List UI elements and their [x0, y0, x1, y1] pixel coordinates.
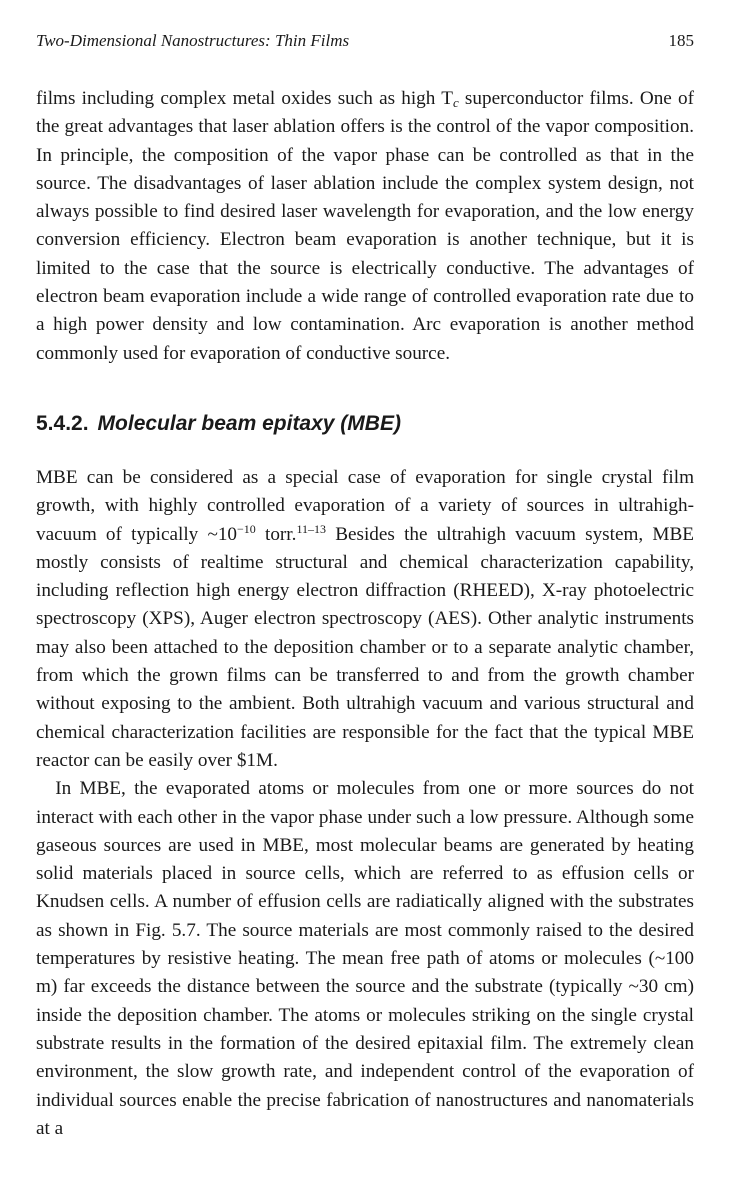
critical-temperature-symbol	[441, 88, 459, 109]
paragraph-1-text-end: superconductor films. One of the great advantages that laser ablation offers is the control of the vapor composition. In principle, the composition of the vapor phase can be controlled as that in the source. The disadvantages of laser ablation include the complex system design, not always possible to find desired laser wavelength for evaporation, and the low energy conversion efficiency. Electron beam evaporation is another technique, but it is limited to the case that the source is electrically conductive. The advantages of electron beam evaporation include a wide range of controlled evaporation rate due to a high power density and low contamination. Arc evaporation is another method commonly used for evaporation of conductive source.	[36, 88, 694, 364]
pressure-exponent: −10	[237, 521, 256, 536]
running-title: Two-Dimensional Nanostructures: Thin Films	[36, 31, 350, 50]
tc-letter: T	[441, 88, 453, 109]
body-paragraph-3: In MBE, the evaporated atoms or molecules from one or more sources do not interact with each other in the vapor phase under such a low pressure. Although some gaseous sources are used in MBE, most molecular beams are generated by heating solid materials placed in source cells, which are referred to as effusion cells or Knudsen cells. A number of effusion cells are radiatically aligned with the substrates as shown in Fig. 5.7. The source materials are most commonly raised to the desired temperatures by resistive heating. The mean free path of atoms or molecules (~100 m) far exceeds the distance between the source and the substrate (typically ~30 cm) inside the deposition chamber. The atoms or molecules striking on the single crystal substrate results in the formation of the desired epitaxial film. The extremely clean environment, the slow growth rate, and independent control of the evaporation of individual sources enable the precise fabrication of nanostructures and nanomaterials at a	[36, 778, 694, 1139]
body-paragraph-1	[36, 85, 694, 368]
paragraph-2-text-end: Besides the ultrahigh vacuum system, MBE mostly consists of realtime structural and chemical characterization capability, including reflection high energy electron diffraction (RHEED), X-ray photoelectric spectroscopy (XPS), Auger electron spectroscopy (AES). Other analytic instruments may also been attached to the deposition chamber or to a separate analytic chamber, from which the grown films can be transferred to and from the growth chamber without exposing to the ambient. Both ultrahigh vacuum and various structural and chemical characterization facilities are responsible for the fact that the typical MBE reactor can be easily over $1M.	[36, 523, 694, 771]
pressure-unit: torr.	[255, 523, 297, 545]
paragraph-1-text-start: films including complex metal oxides such as high	[36, 88, 442, 109]
section-number: 5.4.2.	[36, 411, 89, 435]
citation-reference: 11–13	[296, 521, 326, 536]
page-number: 185	[668, 31, 694, 50]
running-header	[36, 30, 694, 52]
book-page	[36, 30, 694, 1143]
body-paragraph-2	[36, 464, 694, 775]
paragraph-2-text-start: MBE can be considered as a special case of evaporation for single crystal film growth, with highly controlled evaporation of a variety of sources in ultrahigh-vacuum of typically ~10	[36, 466, 694, 545]
section-title: Molecular beam epitaxy (MBE)	[97, 411, 401, 435]
tc-subscript: c	[452, 95, 459, 110]
section-heading	[36, 410, 694, 438]
